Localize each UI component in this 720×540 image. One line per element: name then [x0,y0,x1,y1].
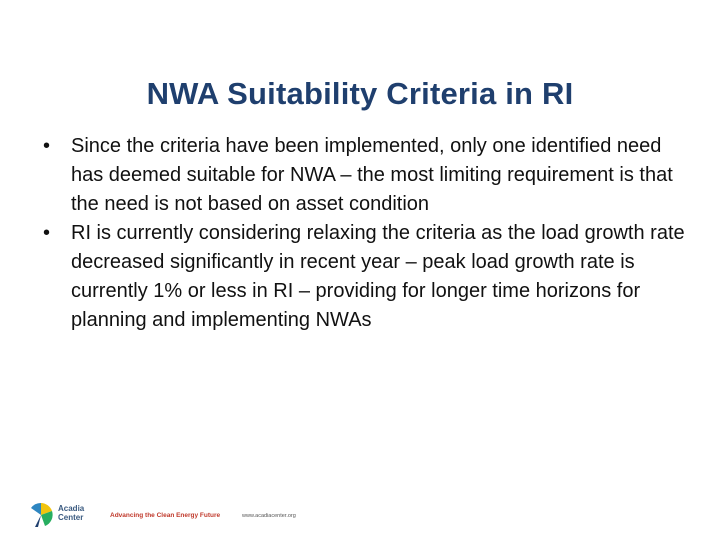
logo-text [58,504,84,522]
logo-line1: Acadia [58,504,85,513]
footer-url[interactable]: www.acadiacenter.org [242,513,296,519]
acadia-logo-icon [28,502,54,528]
bullet-list [40,132,690,335]
footer [28,500,368,532]
bullet-item [40,132,690,219]
logo-line2: Center [58,513,84,522]
bullet-item [40,219,690,335]
bullet-icon: • [43,135,51,157]
bullet-text: Since the criteria have been implemented, only one identified need has deemed suitable for NWA – the most limiting requirement is that the need is not based on asset condition [71,135,673,215]
bullet-text: RI is currently considering relaxing the criteria as the load growth rate decreased significantly in recent year – peak load growth rate is currently 1% or less in RI – providing for longer time horizons for planning and implementing NWAs [71,222,685,331]
footer-tagline: Advancing the Clean Energy Future [110,512,221,519]
bullet-icon: • [43,222,51,244]
slide-title: NWA Suitability Criteria in RI [146,76,574,111]
